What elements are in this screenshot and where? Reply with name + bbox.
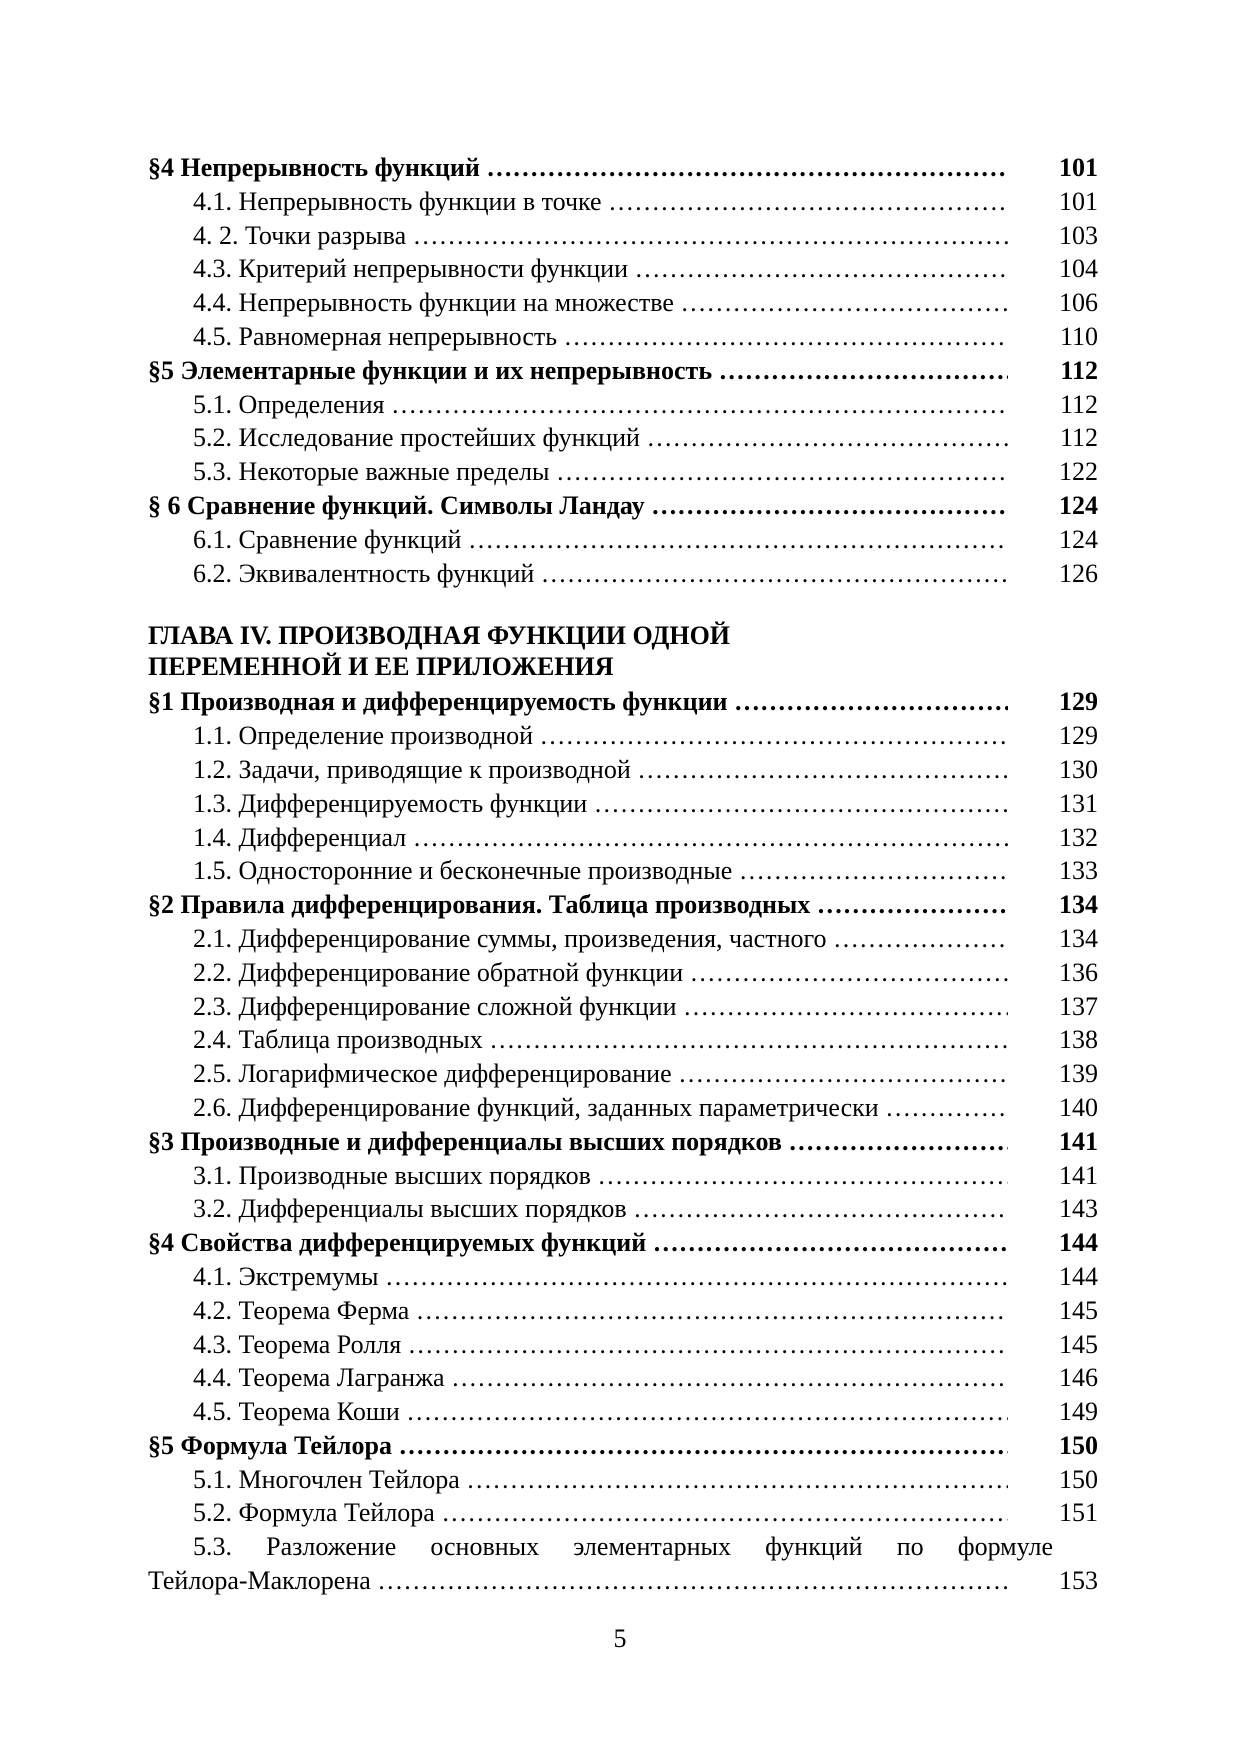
entry-page-number: 144 [1059,1261,1098,1291]
toc-subsection-entry[interactable] [148,1192,1098,1226]
toc-subsection-entry[interactable] [148,388,1098,422]
entry-page-number: 134 [1059,890,1098,920]
toc-subsection-entry[interactable] [148,1159,1098,1193]
entry-title: 2.4. Таблица производных …………………………………………………………………………………………………………………………………………………… [193,1023,1008,1057]
entry-page-number: 151 [1059,1498,1098,1528]
toc-section-entry[interactable] [148,1429,1098,1463]
toc-subsection-entry[interactable] [148,1260,1098,1294]
entry-page-number: 144 [1059,1228,1098,1258]
toc-subsection-entry[interactable] [148,557,1098,591]
toc-subsection-entry[interactable] [148,286,1098,320]
entry-title: 4.5. Равномерная непрерывность …………………………………………………………………………………………………………………………………………………… [193,320,1008,354]
entry-page-number: 129 [1059,687,1098,717]
toc-subsection-entry[interactable] [148,753,1098,787]
toc-section-entry[interactable] [148,354,1098,388]
entry-page-number: 133 [1059,856,1098,886]
entry-title: 3.1. Производные высших порядков …………………………………………………………………………………………………………………………………………………… [193,1159,1008,1193]
toc-section-entry[interactable] [148,1226,1098,1260]
entry-page-number: 126 [1059,558,1098,588]
toc-subsection-entry[interactable] [148,1496,1098,1530]
entry-title: 1.4. Дифференциал …………………………………………………………………………………………………………………………………………………… [193,821,1008,855]
table-of-contents [148,151,1098,1598]
entry-title: 5.1. Определения …………………………………………………………………………………………………………………………………………………… [193,388,1008,422]
toc-subsection-entry[interactable] [148,320,1098,354]
toc-section-entry[interactable] [148,489,1098,523]
entry-page-number: 129 [1059,721,1098,751]
entry-page-number: 101 [1059,153,1098,182]
entry-title: 5.2. Формула Тейлора …………………………………………………………………………………………………………………………………………………… [193,1496,1008,1530]
toc-entry-wrapped-second-line[interactable] [148,1564,1098,1598]
entry-page-number: 124 [1059,490,1098,520]
entry-title: 6.1. Сравнение функций …………………………………………………………………………………………………………………………………………………… [193,523,1008,557]
toc-section-entry[interactable] [148,888,1098,922]
page-number: 5 [613,1624,627,1653]
entry-title: 2.3. Дифференцирование сложной функции …………………………………………………………………………………………………………………………………………………… [193,990,1008,1024]
entry-title: 4.3. Критерий непрерывности функции …………………………………………………………………………………………………………………………………………………… [193,252,1008,286]
toc-subsection-entry[interactable] [148,1023,1098,1057]
entry-title: §1 Производная и дифференцируемость функции …………………………………………………………………………………………………………………………………………………… [148,685,1008,719]
entry-title: 4.3. Теорема Ролля …………………………………………………………………………………………………………………………………………………… [193,1328,1008,1362]
entry-title: Тейлора-Маклорена …………………………………………………………………………………………………………………………………………………… [148,1564,1008,1598]
entry-title: 2.2. Дифференцирование обратной функции …………………………………………………………………………………………………………………………………………………… [193,956,1008,990]
toc-subsection-entry[interactable] [148,1463,1098,1497]
entry-page-number: 145 [1059,1295,1098,1325]
entry-page-number: 136 [1059,957,1098,987]
toc-section-entry[interactable] [148,685,1098,719]
toc-subsection-entry[interactable] [148,1057,1098,1091]
entry-title: 1.3. Дифференцируемость функции …………………………………………………………………………………………………………………………………………………… [193,787,1008,821]
entry-title: §2 Правила дифференцирования. Таблица производных …………………………………………………………………………………………………………………………………………………… [148,888,1008,922]
entry-page-number: 132 [1059,822,1098,852]
entry-page-number: 149 [1059,1397,1098,1427]
entry-page-number: 131 [1059,788,1098,818]
toc-subsection-entry[interactable] [148,523,1098,557]
entry-page-number: 138 [1059,1025,1098,1055]
toc-subsection-entry[interactable] [148,455,1098,489]
toc-subsection-entry[interactable] [148,252,1098,286]
entry-page-number: 139 [1059,1059,1098,1089]
entry-page-number: 141 [1059,1160,1098,1190]
entry-page-number: 134 [1059,923,1098,953]
entry-page-number: 112 [1060,355,1098,385]
entry-page-number: 110 [1059,321,1098,351]
entry-page-number: 101 [1059,186,1098,216]
toc-subsection-entry[interactable] [148,821,1098,855]
entry-page-number: 141 [1059,1126,1098,1156]
entry-page-number: 103 [1059,220,1098,250]
entry-title: 4.1. Непрерывность функции в точке …………………………………………………………………………………………………………………………………………………… [193,185,1008,219]
entry-title: 4.4. Теорема Лагранжа …………………………………………………………………………………………………………………………………………………… [193,1361,1008,1395]
entry-title: §4 Непрерывность функций …………………………………………………………………………………………………………………………………………………… [148,151,1008,185]
entry-page-number: 112 [1059,423,1098,453]
toc-section-entry[interactable] [148,151,1098,185]
entry-title: §5 Элементарные функции и их непрерывность …………………………………………………………………………………………………………………………………………………… [148,354,1008,388]
entry-title: 4.2. Теорема Ферма …………………………………………………………………………………………………………………………………………………… [193,1294,1008,1328]
entry-title: 6.2. Эквивалентность функций …………………………………………………………………………………………………………………………………………………… [193,557,1008,591]
entry-title: 1.1. Определение производной …………………………………………………………………………………………………………………………………………………… [193,719,1008,753]
toc-subsection-entry[interactable] [148,956,1098,990]
toc-subsection-entry[interactable] [148,922,1098,956]
chapter-heading: ГЛАВА IV. ПРОИЗВОДНАЯ ФУНКЦИИ ОДНОЙ ПЕРЕМЕННОЙ И ЕЕ ПРИЛОЖЕНИЯ [148,621,731,682]
entry-page-number: 150 [1059,1430,1098,1460]
entry-page-number: 143 [1059,1194,1098,1224]
toc-subsection-entry[interactable] [148,185,1098,219]
entry-page-number: 104 [1059,254,1098,284]
toc-entry-wrapped-first-line [148,1530,1098,1564]
entry-page-number: 150 [1059,1464,1098,1494]
entry-page-number: 106 [1059,288,1098,318]
entry-page-number: 146 [1059,1363,1098,1393]
toc-subsection-entry[interactable] [148,787,1098,821]
entry-title: 2.6. Дифференцирование функций, заданных параметрически …………………………………………………………………………………………………………………………………………………… [193,1091,1008,1125]
entry-page-number: 112 [1059,389,1098,419]
toc-subsection-entry[interactable] [148,1091,1098,1125]
entry-title: §4 Свойства дифференцируемых функций …………………………………………………………………………………………………………………………………………………… [148,1226,1008,1260]
entry-title: §5 Формула Тейлора …………………………………………………………………………………………………………………………………………………… [148,1429,1008,1463]
toc-subsection-entry[interactable] [148,990,1098,1024]
toc-subsection-entry[interactable] [148,1328,1098,1362]
toc-subsection-entry[interactable] [148,719,1098,753]
entry-page-number: 153 [1059,1566,1098,1596]
entry-title: 5.3. Некоторые важные пределы …………………………………………………………………………………………………………………………………………………… [193,455,1008,489]
entry-title: 1.5. Односторонние и бесконечные производные …………………………………………………………………………………………………………………………………………………… [193,854,1008,888]
entry-title: 5.2. Исследование простейших функций …………………………………………………………………………………………………………………………………………………… [193,421,1008,455]
entry-page-number: 130 [1059,754,1098,784]
entry-page-number: 124 [1059,524,1098,554]
entry-title: 1.2. Задачи, приводящие к производной …………………………………………………………………………………………………………………………………………………… [193,753,1008,787]
toc-subsection-entry[interactable] [148,1361,1098,1395]
entry-title: 4.4. Непрерывность функции на множестве …………………………………………………………………………………………………………………………………………………… [193,286,1008,320]
toc-section-entry[interactable] [148,1125,1098,1159]
entry-title: 2.5. Логарифмическое дифференцирование …………………………………………………………………………………………………………………………………………………… [193,1057,1008,1091]
entry-page-number: 137 [1059,991,1098,1021]
entry-title: 3.2. Дифференциалы высших порядков …………………………………………………………………………………………………………………………………………………… [193,1192,1008,1226]
entry-title: 2.1. Дифференцирование суммы, произведения, частного …………………………………………………………………………………………………………………………………………………… [193,922,1008,956]
toc-subsection-entry[interactable] [148,219,1098,253]
entry-title: 4. 2. Точки разрыва …………………………………………………………………………………………………………………………………………………… [193,219,1008,253]
entry-title: §3 Производные и дифференциалы высших порядков …………………………………………………………………………………………………………………………………………………… [148,1125,1008,1159]
toc-subsection-entry[interactable] [148,1395,1098,1429]
entry-title: 5.3. Разложение основных элементарных функций по формуле [193,1532,1053,1562]
entry-title: § 6 Сравнение функций. Символы Ландау …………………………………………………………………………………………………………………………………………………… [148,489,1008,523]
entry-title: 5.1. Многочлен Тейлора …………………………………………………………………………………………………………………………………………………… [193,1463,1008,1497]
toc-subsection-entry[interactable] [148,421,1098,455]
toc-subsection-entry[interactable] [148,854,1098,888]
entry-page-number: 140 [1059,1092,1098,1122]
entry-page-number: 122 [1059,457,1098,487]
toc-subsection-entry[interactable] [148,1294,1098,1328]
entry-title: 4.5. Теорема Коши …………………………………………………………………………………………………………………………………………………… [193,1395,1008,1429]
entry-page-number: 145 [1059,1329,1098,1359]
entry-title: 4.1. Экстремумы …………………………………………………………………………………………………………………………………………………… [193,1260,1008,1294]
